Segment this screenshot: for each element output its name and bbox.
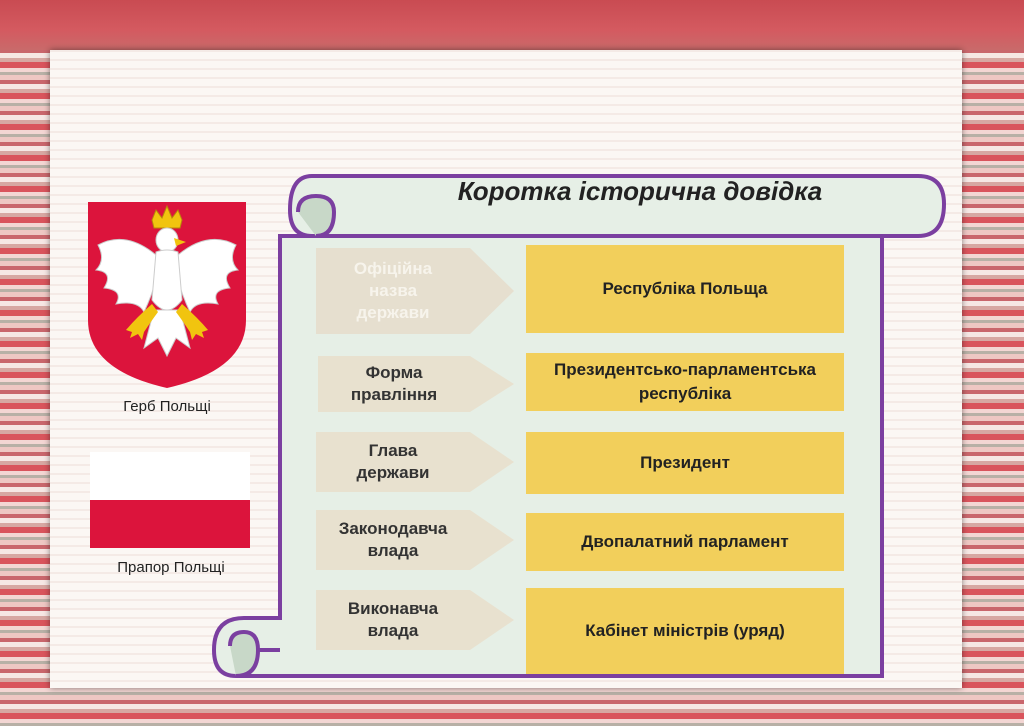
row-label-executive: Виконавча влада: [316, 590, 470, 650]
slide-title: Коротка історична довідка: [457, 176, 823, 206]
coat-of-arms-caption: Герб Польщі: [123, 398, 211, 415]
flag-caption: Прапор Польщі: [117, 559, 225, 576]
row-label-official-name: Офіційна назва держави: [316, 248, 470, 334]
row-value-head-of-state: Президент: [526, 432, 844, 494]
row-label-government-form: Форма правління: [318, 356, 470, 412]
row-value-government-form: Президентсько-парламентська республіка: [526, 353, 844, 411]
row-value-executive: Кабінет міністрів (уряд): [526, 588, 844, 674]
row-label-legislative: Законодавча влада: [316, 510, 470, 570]
row-label-head-of-state: Глава держави: [316, 432, 470, 492]
row-value-official-name: Республіка Польща: [526, 245, 844, 333]
row-value-legislative: Двопалатний парламент: [526, 513, 844, 571]
